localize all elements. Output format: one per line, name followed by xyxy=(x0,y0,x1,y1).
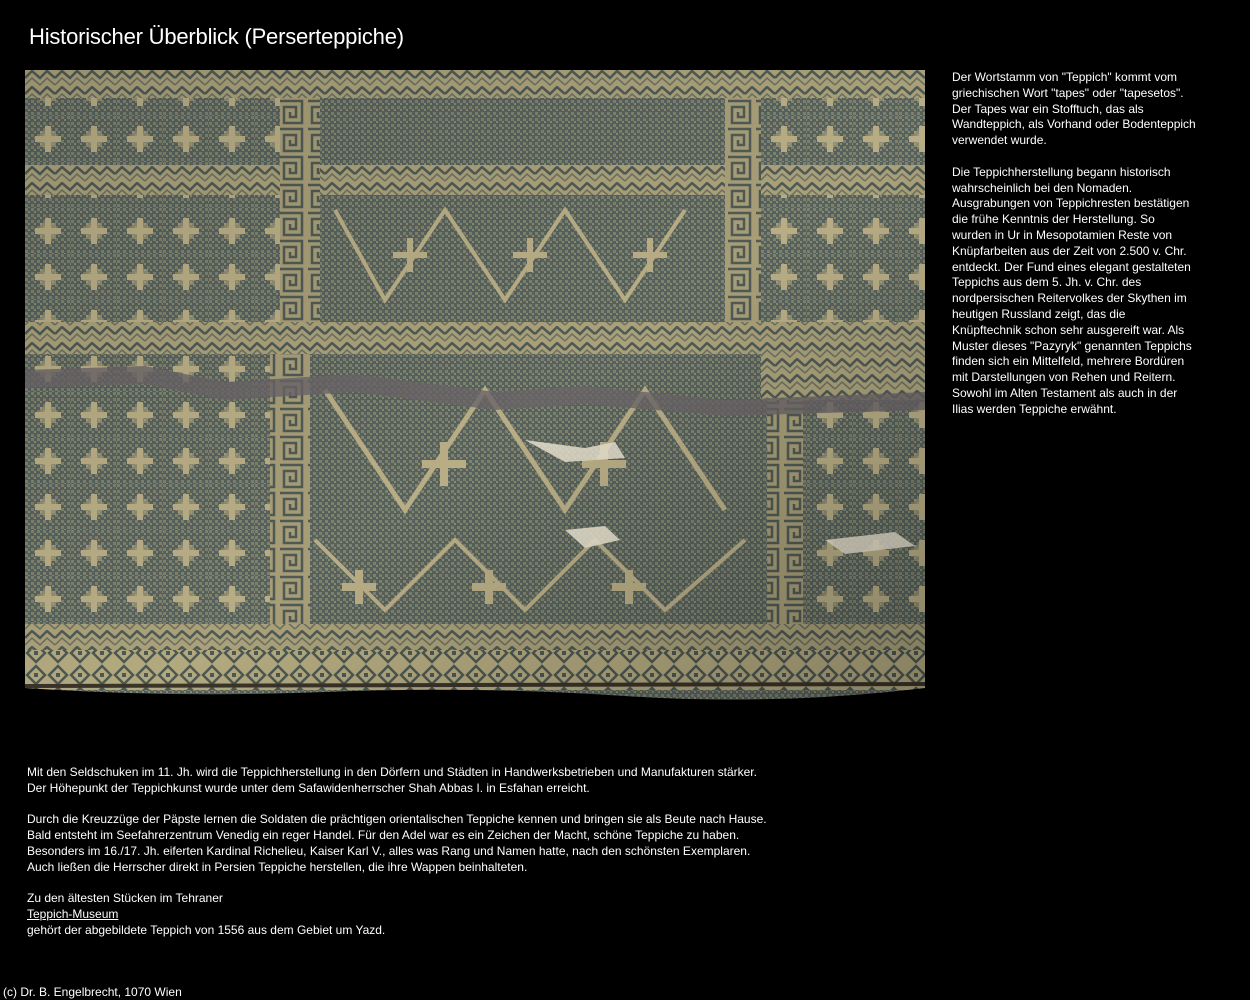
bottom-paragraph-museum xyxy=(27,891,827,938)
text-line: gehört der abgebildete Teppich von 1556 aus dem Gebiet um Yazd. xyxy=(27,922,386,937)
sidebar-text xyxy=(952,70,1197,433)
text-line: Mit den Seldschuken im 11. Jh. wird die Teppichherstellung in den Dörfern und Städten in Handwerksbetrieben und Manufakturen stärker. xyxy=(27,765,757,779)
page-title: Historischer Überblick (Perserteppiche) xyxy=(29,24,404,49)
sidebar-paragraph-history: Die Teppichherstellung begann historisch wahrscheinlich bei den Nomaden. Ausgrabungen von Teppichresten bestätigen die frühe Kenntnis der Herstellung. So wurden in Ur in Mesopotamien Reste von Knüpfarbeiten aus der Zeit von 2.500 v. Chr. entdeckt. Der Fund eines elegant gestalteten Teppichs aus dem 5. Jh. v. Chr. des nordpersischen Reitervolkes der Skythen im heutigen Russland zeigt, das die Knüpftechnik schon sehr ausgereift war. Als Muster dieses "Pazyryk" genannten Teppichs finden sich ein Mittelfeld, mehrere Bordüren mit Darstellungen von Rehen und Reitern. Sowohl im Alten Testament als auch in der Ilias werden Teppiche erwähnt. xyxy=(952,164,1192,416)
text-line: Zu den ältesten Stücken im Tehraner xyxy=(27,891,223,906)
carpet-photo xyxy=(25,70,925,720)
bottom-text xyxy=(27,765,827,955)
carpet-image xyxy=(25,70,925,720)
copyright-footer: (c) Dr. B. Engelbrecht, 1070 Wien xyxy=(3,985,182,999)
bottom-paragraph-kreuzzuege xyxy=(27,812,827,875)
text-line: Auch ließen die Herrscher direkt in Persien Teppiche herstellen, die ihre Wappen beinhalteten. xyxy=(27,859,528,874)
text-line: Bald entsteht im Seefahrerzentrum Venedig ein reger Handel. Für den Adel war es ein Zeichen der Macht, schöne Teppiche zu haben. xyxy=(27,828,740,843)
sidebar-paragraph-etymology: Der Wortstamm von "Teppich" kommt vom griechischen Wort "tapes" oder "tapesetos". Der Tapes war ein Stofftuch, das als Wandteppich, als Vorhand oder Bodenteppich verwendet wurde. xyxy=(952,70,1196,148)
bottom-paragraph-seldschuken xyxy=(27,765,827,797)
text-line: Der Höhepunkt der Teppichkunst wurde unter dem Safawidenherrscher Shah Abbas I. in Esfahan erreicht. xyxy=(27,780,590,795)
teppich-museum-link[interactable]: Teppich-Museum xyxy=(27,907,119,922)
text-line: Durch die Kreuzzüge der Päpste lernen die Soldaten die prächtigen orientalischen Teppiche kennen und bringen sie als Beute nach Hause. xyxy=(27,812,767,827)
text-line: Besonders im 16./17. Jh. eiferten Kardinal Richelieu, Kaiser Karl V., alles was Rang und Namen hatte, nach den schönsten Exemplaren. xyxy=(27,843,751,858)
